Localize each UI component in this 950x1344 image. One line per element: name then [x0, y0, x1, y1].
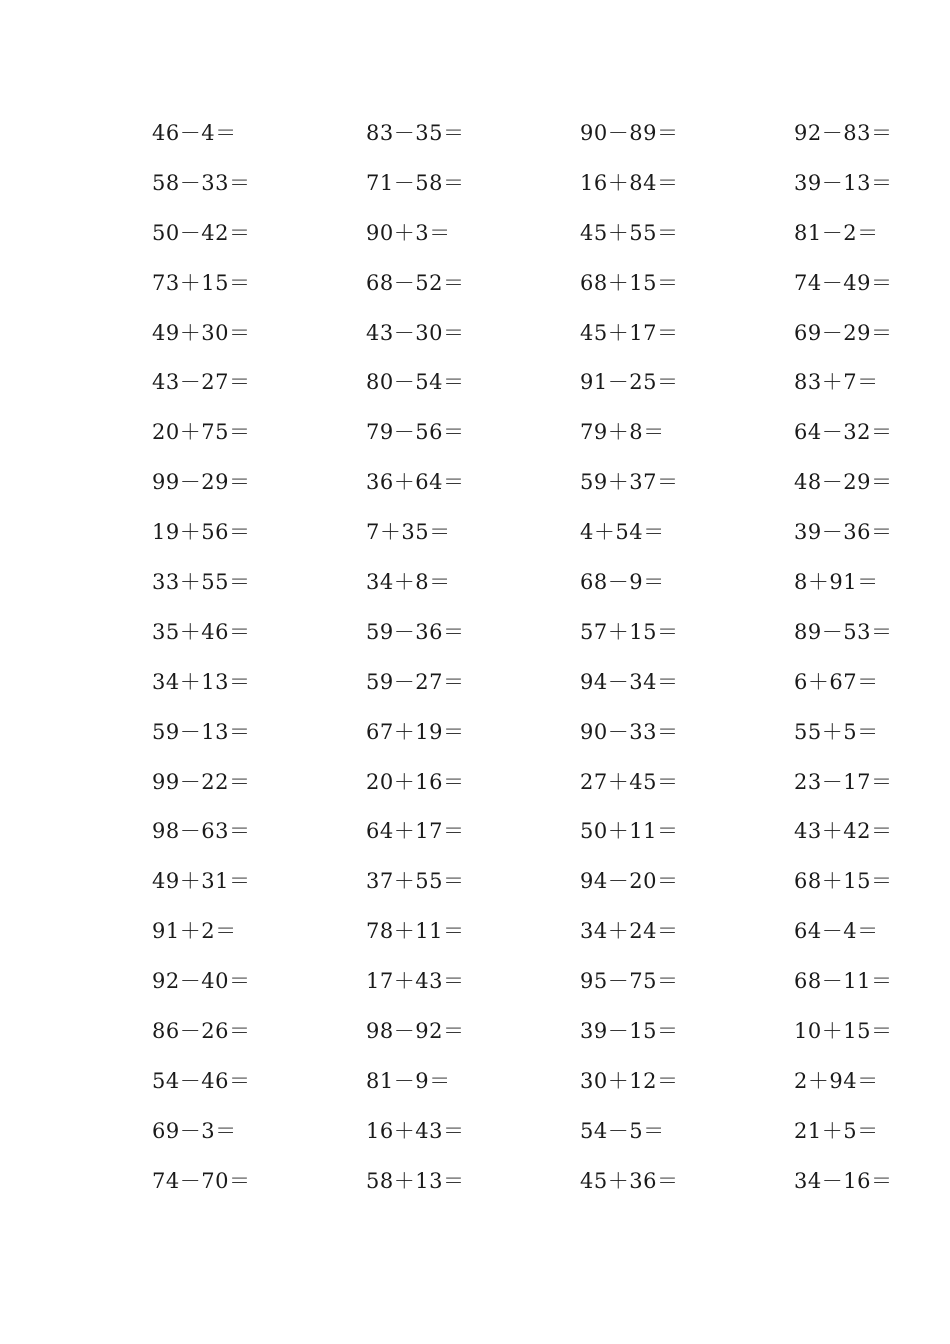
- math-problem: 68＋15＝: [794, 869, 893, 894]
- math-problem: 20＋16＝: [366, 769, 465, 794]
- math-problem: 10＋15＝: [794, 1019, 893, 1044]
- math-problem: 34＋13＝: [152, 669, 251, 694]
- math-problem: 69－3＝: [152, 1118, 237, 1143]
- math-problem: 59－13＝: [152, 719, 251, 744]
- math-problem: 4＋54＝: [580, 520, 665, 545]
- math-problem: 43－30＝: [366, 320, 465, 345]
- math-problem: 39－15＝: [580, 1019, 679, 1044]
- math-problem: 92－40＝: [152, 969, 251, 994]
- math-problem: 94－34＝: [580, 669, 679, 694]
- math-problem: 7＋35＝: [366, 520, 451, 545]
- math-problem: 34＋8＝: [366, 570, 451, 595]
- math-problem: 68－11＝: [794, 969, 893, 994]
- math-problem: 68＋15＝: [580, 270, 679, 295]
- math-problem: 34－16＝: [794, 1168, 893, 1193]
- math-problem: 98－92＝: [366, 1019, 465, 1044]
- math-problem: 35＋46＝: [152, 619, 251, 644]
- math-problem: 21＋5＝: [794, 1118, 879, 1143]
- math-problem: 2＋94＝: [794, 1068, 879, 1093]
- math-problem: 67＋19＝: [366, 719, 465, 744]
- math-problem: 98－63＝: [152, 819, 251, 844]
- math-problem: 39－36＝: [794, 520, 893, 545]
- math-problem: 59－27＝: [366, 669, 465, 694]
- math-problem: 45＋36＝: [580, 1168, 679, 1193]
- math-problem: 33＋55＝: [152, 570, 251, 595]
- math-problem: 43＋42＝: [794, 819, 893, 844]
- math-problem: 16＋43＝: [366, 1118, 465, 1143]
- math-problem: 19＋56＝: [152, 520, 251, 545]
- math-problem: 30＋12＝: [580, 1068, 679, 1093]
- math-problem: 49＋31＝: [152, 869, 251, 894]
- math-problem: 91－25＝: [580, 370, 679, 395]
- math-problem: 68－9＝: [580, 570, 665, 595]
- math-problem: 46－4＝: [152, 121, 237, 145]
- math-problem: 54－46＝: [152, 1068, 251, 1093]
- problem-grid: [152, 115, 912, 1213]
- math-problem: 74－49＝: [794, 270, 893, 295]
- math-problem: 69－29＝: [794, 320, 893, 345]
- math-problem: 64－32＝: [794, 420, 893, 445]
- math-problem: 45＋55＝: [580, 220, 679, 245]
- math-problem: 59＋37＝: [580, 470, 679, 495]
- math-problem: 55＋5＝: [794, 719, 879, 744]
- math-problem: 81－9＝: [366, 1068, 451, 1093]
- math-problem: 50＋11＝: [580, 819, 679, 844]
- math-problem: 99－29＝: [152, 470, 251, 495]
- math-problem: 8＋91＝: [794, 570, 879, 595]
- math-problem: 80－54＝: [366, 370, 465, 395]
- math-problem: 83＋7＝: [794, 370, 879, 395]
- math-problem: 50－42＝: [152, 220, 251, 245]
- math-problem: 68－52＝: [366, 270, 465, 295]
- math-problem: 64－4＝: [794, 919, 879, 944]
- math-problem: 83－35＝: [366, 121, 465, 145]
- math-problem: 94－20＝: [580, 869, 679, 894]
- math-problem: 59－36＝: [366, 619, 465, 644]
- math-problem: 99－22＝: [152, 769, 251, 794]
- math-problem: 36＋64＝: [366, 470, 465, 495]
- math-problem: 79＋8＝: [580, 420, 665, 445]
- math-problem: 92－83＝: [794, 121, 893, 145]
- math-problem: 45＋17＝: [580, 320, 679, 345]
- math-problem: 95－75＝: [580, 969, 679, 994]
- math-problem: 78＋11＝: [366, 919, 465, 944]
- math-problem: 57＋15＝: [580, 619, 679, 644]
- math-problem: 16＋84＝: [580, 170, 679, 195]
- math-problem: 74－70＝: [152, 1168, 251, 1193]
- math-problem: 23－17＝: [794, 769, 893, 794]
- math-problem: 81－2＝: [794, 220, 879, 245]
- math-problem: 39－13＝: [794, 170, 893, 195]
- math-problem: 89－53＝: [794, 619, 893, 644]
- math-problem: 27＋45＝: [580, 769, 679, 794]
- math-problem: 43－27＝: [152, 370, 251, 395]
- math-problem: 90＋3＝: [366, 220, 451, 245]
- math-problem: 54－5＝: [580, 1118, 665, 1143]
- math-problem: 73＋15＝: [152, 270, 251, 295]
- math-problem: 37＋55＝: [366, 869, 465, 894]
- math-problem: 49＋30＝: [152, 320, 251, 345]
- math-problem: 71－58＝: [366, 170, 465, 195]
- math-problem: 20＋75＝: [152, 420, 251, 445]
- math-problem: 17＋43＝: [366, 969, 465, 994]
- math-problem: 58＋13＝: [366, 1168, 465, 1193]
- math-problem: 79－56＝: [366, 420, 465, 445]
- math-problem: 6＋67＝: [794, 669, 879, 694]
- math-problem: 90－33＝: [580, 719, 679, 744]
- math-problem: 90－89＝: [580, 121, 679, 145]
- math-problem: 64＋17＝: [366, 819, 465, 844]
- math-problem: 58－33＝: [152, 170, 251, 195]
- math-problem: 91＋2＝: [152, 919, 237, 944]
- math-problem: 48－29＝: [794, 470, 893, 495]
- math-problem: 34＋24＝: [580, 919, 679, 944]
- math-problem: 86－26＝: [152, 1019, 251, 1044]
